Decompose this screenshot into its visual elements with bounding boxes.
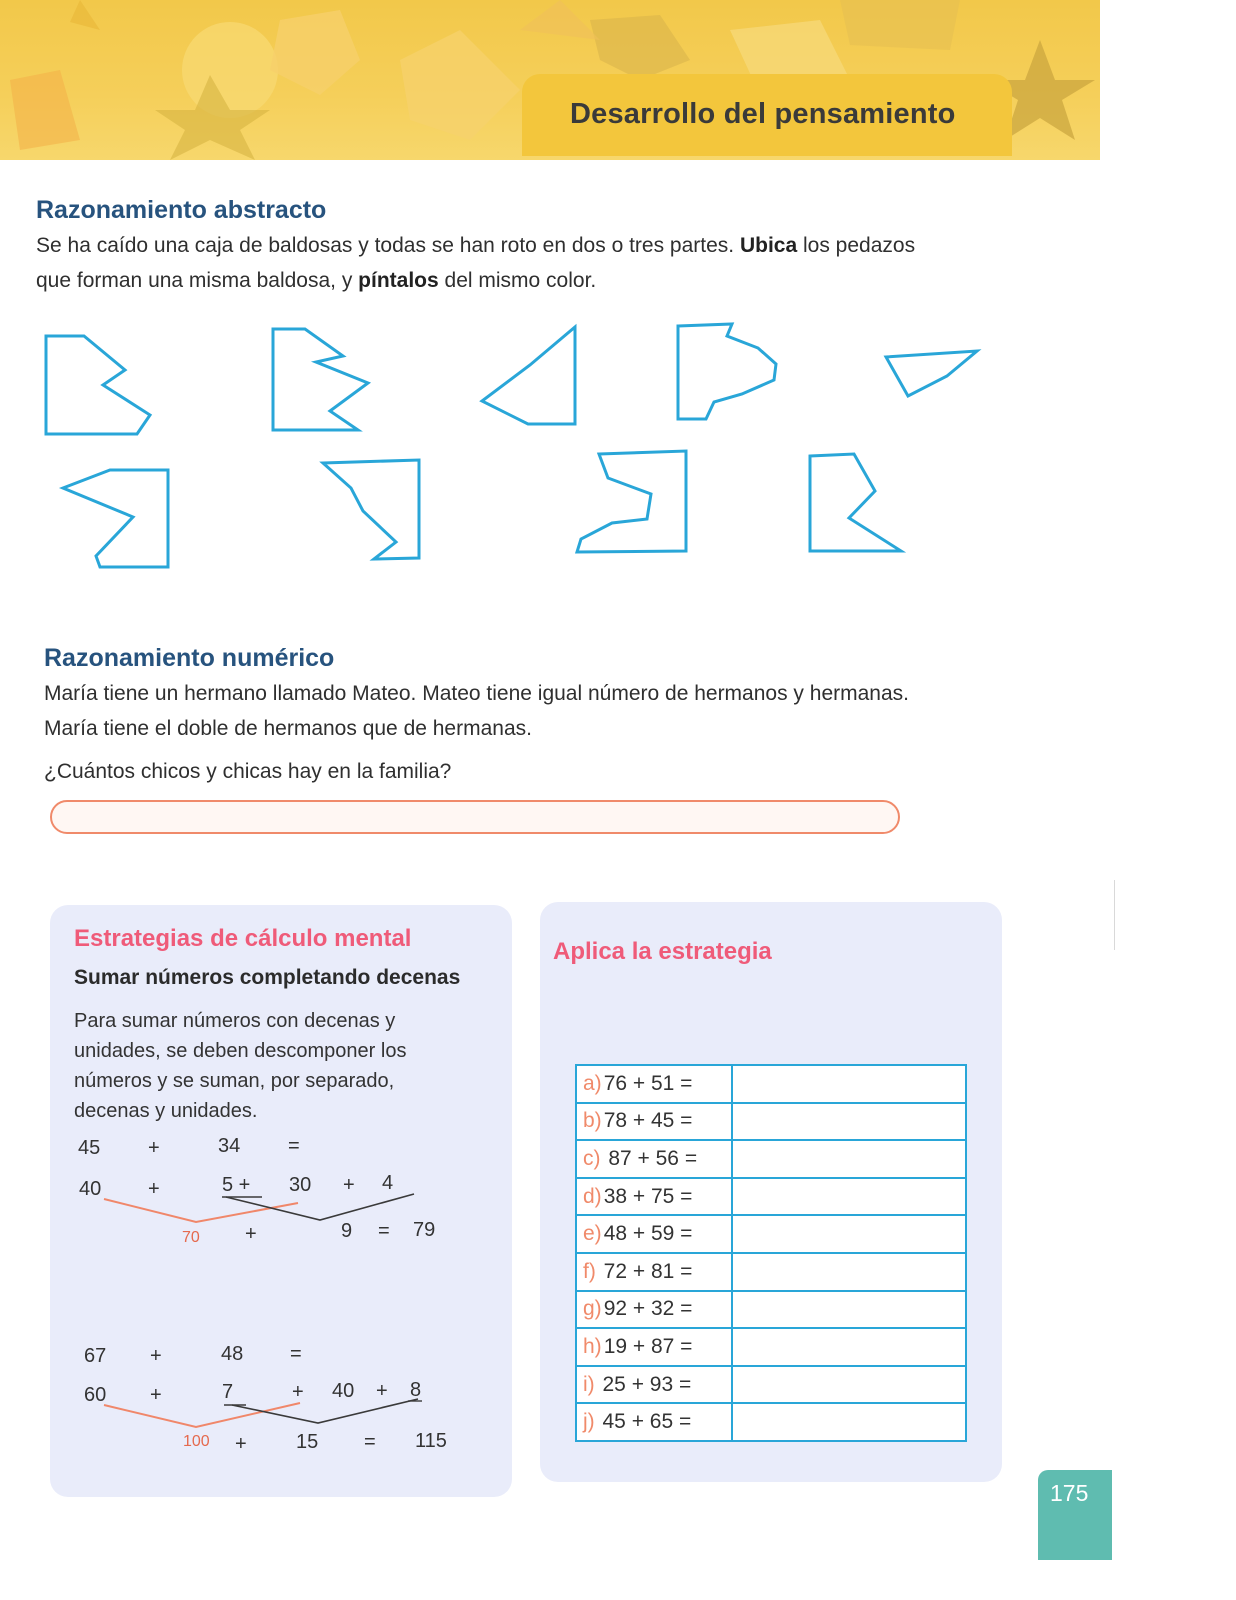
- example-2-operator: +: [150, 1384, 162, 1406]
- example-2-tens-sum: 100: [183, 1433, 210, 1450]
- example-1-number: 34: [218, 1135, 241, 1157]
- example-1-units-sum: 9: [341, 1220, 353, 1242]
- exercise-expression: 72 + 81 =: [597, 1259, 693, 1283]
- example-1-equals: =: [378, 1220, 390, 1242]
- exercise-row: [576, 1140, 966, 1178]
- exercise-expression: 19 + 87 =: [603, 1334, 693, 1358]
- tile-piece-9: [810, 454, 901, 551]
- exercise-row: [576, 1178, 966, 1216]
- example-2-units-sum: 15: [296, 1431, 319, 1453]
- exercise-letter: g): [583, 1297, 602, 1321]
- example-1-number: 45: [78, 1137, 101, 1159]
- exercise-question: [576, 1103, 732, 1141]
- exercise-question: [576, 1403, 732, 1441]
- example-2-tens: 40: [332, 1380, 355, 1402]
- exercise-question: [576, 1065, 732, 1103]
- example-1-result: 79: [413, 1219, 436, 1241]
- exercise-letter: e): [583, 1222, 602, 1246]
- instructions-text-2: los pedazos que forman una misma baldosa, y: [36, 234, 916, 292]
- exercise-letter: b): [583, 1109, 602, 1133]
- example-2-operator: +: [376, 1380, 388, 1402]
- exercise-letter: d): [583, 1184, 602, 1208]
- example-1-operator: +: [148, 1178, 160, 1200]
- example-1-tens: 40: [79, 1178, 102, 1200]
- strategy-title: Estrategias de cálculo mental: [74, 925, 412, 952]
- numeric-reasoning-title: Razonamiento numérico: [44, 644, 335, 672]
- exercise-row: [576, 1366, 966, 1404]
- exercise-row: [576, 1065, 966, 1103]
- tile-piece-4: [678, 324, 776, 419]
- exercise-answer-cell[interactable]: [732, 1178, 966, 1216]
- exercise-row: [576, 1253, 966, 1291]
- problem-line-1: María tiene un hermano llamado Mateo. Mateo tiene igual número de hermanos y hermanas.: [44, 682, 909, 705]
- page-title: Desarrollo del pensamiento: [570, 98, 956, 130]
- exercise-expression: 87 + 56 =: [602, 1146, 698, 1170]
- exercise-expression: 45 + 65 =: [596, 1410, 692, 1434]
- example-1-units: 5 +: [222, 1174, 251, 1196]
- exercise-answer-cell[interactable]: [732, 1065, 966, 1103]
- margin-line: [1114, 880, 1115, 950]
- exercise-letter: a): [583, 1071, 602, 1095]
- exercise-question: [576, 1178, 732, 1216]
- example-2-equals: =: [290, 1343, 302, 1365]
- exercise-letter: h): [583, 1334, 602, 1358]
- example-1-operator: +: [148, 1137, 160, 1159]
- exercise-answer-cell[interactable]: [732, 1328, 966, 1366]
- example-2-operator: +: [235, 1433, 247, 1455]
- exercise-answer-cell[interactable]: [732, 1403, 966, 1441]
- example-2-number: 48: [221, 1343, 244, 1365]
- exercise-answer-cell[interactable]: [732, 1291, 966, 1329]
- exercise-row: [576, 1403, 966, 1441]
- example-2-units: 7: [222, 1381, 234, 1403]
- exercise-expression: 25 + 93 =: [596, 1372, 692, 1396]
- example-2-number: 67: [84, 1345, 107, 1367]
- example-1-units: 4: [382, 1172, 394, 1194]
- exercise-question: [576, 1291, 732, 1329]
- strategy-subtitle: Sumar números completando decenas: [74, 966, 461, 989]
- exercise-expression: 76 + 51 =: [603, 1071, 693, 1095]
- problem-question: ¿Cuántos chicos y chicas hay en la familia?: [44, 760, 452, 783]
- example-2-equals: =: [364, 1431, 376, 1453]
- exercise-expression: 48 + 59 =: [603, 1222, 693, 1246]
- problem-line-2: María tiene el doble de hermanos que de hermanas.: [44, 717, 532, 740]
- exercise-letter: i): [583, 1372, 595, 1396]
- example-1-tens-sum: 70: [182, 1229, 200, 1246]
- instructions-text-3: del mismo color.: [438, 269, 597, 292]
- exercise-answer-cell[interactable]: [732, 1366, 966, 1404]
- strategy-body: Para sumar números con decenas y unidades, se deben descomponer los números y se suman, por separado, decenas y unidades.: [74, 1010, 407, 1122]
- example-2-tens: 60: [84, 1384, 107, 1406]
- page-number: 175: [1050, 1480, 1089, 1506]
- example-1-operator: +: [245, 1223, 257, 1245]
- tile-piece-5: [886, 351, 977, 396]
- exercise-expression: 92 + 32 =: [603, 1297, 693, 1321]
- exercise-expression: 38 + 75 =: [603, 1184, 693, 1208]
- exercise-row: [576, 1215, 966, 1253]
- exercise-answer-cell[interactable]: [732, 1103, 966, 1141]
- exercise-row: [576, 1291, 966, 1329]
- exercise-letter: c): [583, 1146, 601, 1170]
- example-1-tens: 30: [289, 1174, 312, 1196]
- exercise-answer-cell[interactable]: [732, 1253, 966, 1291]
- example-2-units: 8: [410, 1379, 422, 1401]
- exercise-expression: 78 + 45 =: [603, 1109, 693, 1133]
- instructions-text-1: Se ha caído una caja de baldosas y todas se han roto en dos o tres partes.: [36, 234, 740, 257]
- example-2-operator: +: [292, 1381, 304, 1403]
- instructions-bold-2: píntalos: [358, 269, 439, 292]
- example-2-connector-lines: [0, 0, 520, 1500]
- example-2-operator: +: [150, 1345, 162, 1367]
- exercise-question: [576, 1328, 732, 1366]
- tile-piece-8: [577, 451, 686, 552]
- abstract-reasoning-title: Razonamiento abstracto: [36, 196, 327, 224]
- example-2-result: 115: [415, 1430, 447, 1452]
- exercise-row: [576, 1328, 966, 1366]
- exercise-question: [576, 1140, 732, 1178]
- exercise-answer-cell[interactable]: [732, 1215, 966, 1253]
- exercise-answer-cell[interactable]: [732, 1140, 966, 1178]
- exercise-question: [576, 1253, 732, 1291]
- apply-title: Aplica la estrategia: [553, 938, 772, 965]
- exercise-question: [576, 1215, 732, 1253]
- example-1-operator: +: [343, 1174, 355, 1196]
- exercise-question: [576, 1366, 732, 1404]
- instructions-bold-1: Ubica: [739, 234, 798, 257]
- exercise-letter: j): [583, 1410, 595, 1434]
- exercise-row: [576, 1103, 966, 1141]
- exercise-table: [575, 1064, 967, 1442]
- exercise-letter: f): [583, 1259, 596, 1283]
- example-1-equals: =: [288, 1135, 300, 1157]
